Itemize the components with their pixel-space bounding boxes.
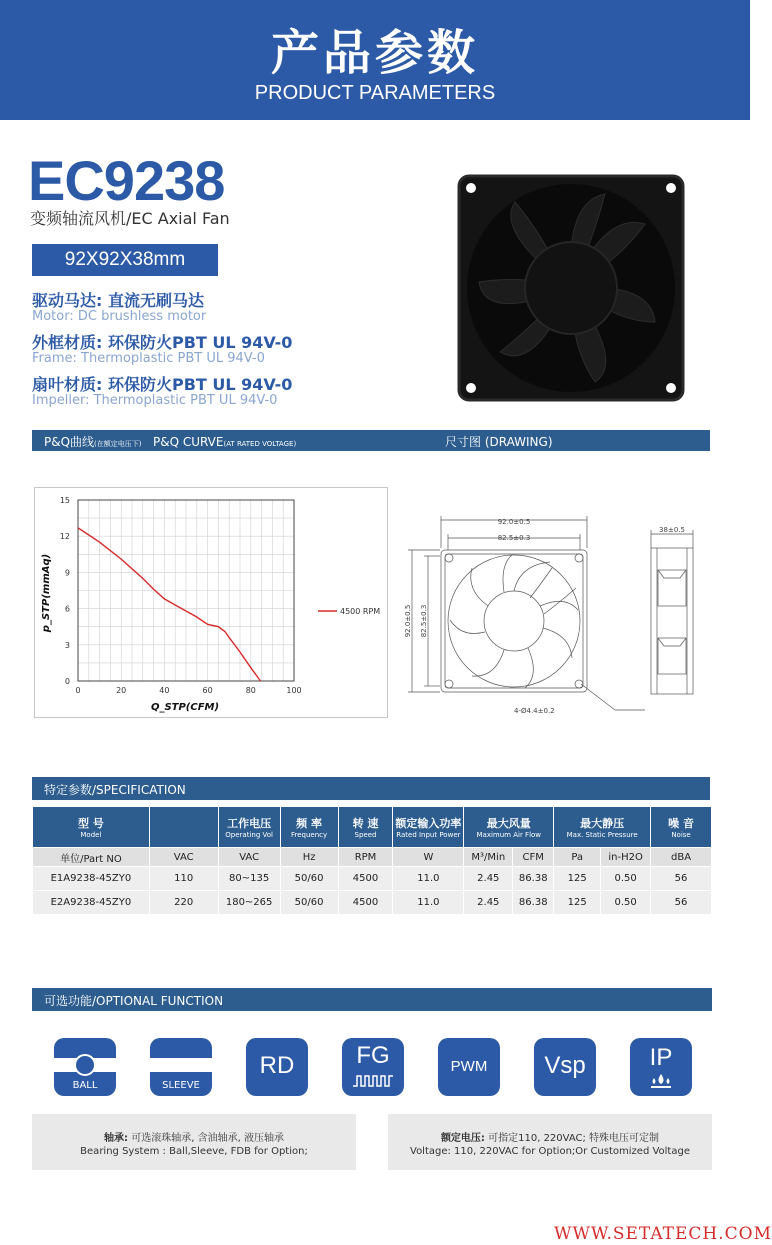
- pq-drawing-bar: [32, 430, 710, 451]
- spec-units-row: [33, 848, 712, 867]
- param-frame-en: Frame: Thermoplastic PBT UL 94V-0: [32, 351, 265, 366]
- x-tick-label: 60: [202, 686, 213, 695]
- x-tick-label: 0: [75, 686, 81, 695]
- bearing-label: 轴承:: [104, 1133, 129, 1144]
- pq-title: [44, 433, 296, 450]
- param-impeller: [32, 372, 292, 408]
- optional-title: 可选功能/OPTIONAL FUNCTION: [44, 994, 224, 1008]
- bearing-text-cn: 可选滚珠轴承, 含油轴承, 液压轴承: [131, 1133, 284, 1144]
- model-name: EC9238: [28, 149, 225, 212]
- header-voltage: 工作电压 Operating Vol: [218, 807, 280, 848]
- bearing-note-box: [32, 1114, 356, 1170]
- header-pressure: 最大静压 Max. Static Pressure: [554, 807, 651, 848]
- cell: 125: [554, 891, 601, 915]
- cell: 2.45: [464, 891, 513, 915]
- optional-bar: [32, 988, 712, 1011]
- cell: 4500: [338, 867, 393, 891]
- cell: 11.0: [393, 891, 464, 915]
- header-power: 额定输入功率 Rated Input Power: [393, 807, 464, 848]
- header-banner: [0, 0, 750, 120]
- y-tick-label: 9: [64, 568, 70, 578]
- dim-inner-height: 82.5±0.3: [420, 604, 428, 638]
- header-blank: [149, 807, 218, 848]
- ball-bearing-icon: BALL: [54, 1038, 116, 1096]
- cell: 110: [149, 867, 218, 891]
- cell: 180~265: [218, 891, 280, 915]
- x-tick-label: 40: [159, 686, 170, 695]
- cell: 0.50: [601, 891, 651, 915]
- param-impeller-en: Impeller: Thermoplastic PBT UL 94V-0: [32, 393, 278, 408]
- spec-header-row: [33, 807, 712, 848]
- param-frame: [32, 330, 292, 366]
- page-title-cn: 产品参数: [270, 25, 479, 81]
- header-airflow: 最大风量 Maximum Air Flow: [464, 807, 554, 848]
- table-row: [33, 867, 712, 891]
- cell-part-no: E2A9238-45ZY0: [33, 891, 150, 915]
- y-tick-label: 3: [64, 640, 70, 650]
- unit-cell: CFM: [513, 848, 554, 867]
- header-model: 型 号 Model: [33, 807, 150, 848]
- spec-table: [32, 806, 712, 915]
- voltage-text-en: Voltage: 110, 220VAC for Option;Or Customized Voltage: [410, 1146, 690, 1157]
- unit-cell: 单位/Part NO: [33, 848, 150, 867]
- unit-cell: RPM: [338, 848, 393, 867]
- cell: 86.38: [513, 867, 554, 891]
- y-tick-label: 6: [64, 604, 70, 614]
- spec-bar: [32, 777, 710, 800]
- header-speed: 转 速 Speed: [338, 807, 393, 848]
- unit-cell: Hz: [280, 848, 338, 867]
- param-frame-cn: 外框材质: 环保防火PBT UL 94V-0: [32, 333, 293, 352]
- unit-cell: VAC: [218, 848, 280, 867]
- series-line-4500rpm: [78, 528, 261, 681]
- dim-holes: 4-Ø4.4±0.2: [514, 707, 555, 715]
- x-tick-label: 20: [116, 686, 127, 695]
- unit-cell: M³/Min: [464, 848, 513, 867]
- y-tick-label: 0: [64, 677, 70, 686]
- pq-title-en: P&Q CURVE: [152, 435, 224, 449]
- dim-depth: 38±0.5: [659, 526, 685, 534]
- cell-part-no: E1A9238-45ZY0: [33, 867, 150, 891]
- x-axis-label: Q_STP(CFM): [150, 702, 220, 713]
- y-tick-label: 12: [59, 532, 70, 542]
- cell: 80~135: [218, 867, 280, 891]
- pq-title-cn-note: (在额定电压下): [94, 440, 142, 448]
- fan-photo: [455, 172, 687, 404]
- table-row: [33, 891, 712, 915]
- cell: 220: [149, 891, 218, 915]
- unit-cell: VAC: [149, 848, 218, 867]
- param-motor-en: Motor: DC brushless motor: [32, 309, 207, 324]
- header-noise: 噪 音 Noise: [651, 807, 712, 848]
- sleeve-bearing-icon: SLEEVE: [150, 1038, 212, 1096]
- page-title-en: PRODUCT PARAMETERS: [254, 82, 496, 104]
- unit-cell: dBA: [651, 848, 712, 867]
- unit-cell: in-H2O: [601, 848, 651, 867]
- ip-icon: IP: [630, 1038, 692, 1096]
- dim-inner-width: 82.5±0.3: [497, 534, 531, 542]
- cell: 50/60: [280, 891, 338, 915]
- dimension-drawing: [400, 510, 720, 720]
- cell: 56: [651, 891, 712, 915]
- pwm-icon: PWM: [438, 1038, 500, 1096]
- size-badge: 92X92X38mm: [32, 244, 218, 276]
- vsp-icon: Vsp: [534, 1038, 596, 1096]
- param-motor-cn: 驱动马达: 直流无刷马达: [32, 291, 204, 310]
- pq-chart: [35, 488, 387, 717]
- cell: 0.50: [601, 867, 651, 891]
- cell: 50/60: [280, 867, 338, 891]
- legend-label: 4500 RPM: [340, 607, 381, 616]
- y-tick-label: 15: [59, 496, 70, 505]
- x-tick-label: 100: [286, 686, 302, 695]
- param-impeller-cn: 扇叶材质: 环保防火PBT UL 94V-0: [32, 375, 293, 394]
- spec-title: 特定参数/SPECIFICATION: [44, 783, 186, 797]
- header-frequency: 频 率 Frequency: [280, 807, 338, 848]
- voltage-label: 额定电压:: [440, 1133, 485, 1144]
- cell: 2.45: [464, 867, 513, 891]
- cell: 4500: [338, 891, 393, 915]
- product-subtitle: 变频轴流风机/EC Axial Fan: [30, 209, 230, 228]
- unit-cell: Pa: [554, 848, 601, 867]
- bearing-text-en: Bearing System : Ball,Sleeve, FDB for Option;: [80, 1146, 308, 1157]
- voltage-note-box: [388, 1114, 712, 1170]
- fg-icon: FG: [342, 1038, 404, 1096]
- unit-cell: W: [393, 848, 464, 867]
- cell: 11.0: [393, 867, 464, 891]
- cell: 125: [554, 867, 601, 891]
- rd-icon: RD: [246, 1038, 308, 1096]
- pq-title-cn: P&Q曲线: [44, 435, 95, 449]
- cell: 56: [651, 867, 712, 891]
- x-tick-label: 80: [245, 686, 256, 695]
- dim-outer-width: 92.0±0.5: [497, 518, 531, 526]
- pq-title-en-note: (AT RATED VOLTAGE): [223, 440, 297, 448]
- param-motor: [32, 288, 206, 324]
- voltage-text-cn: 可指定110, 220VAC; 特殊电压可定制: [488, 1133, 660, 1144]
- pq-chart-frame: [34, 487, 388, 718]
- drawing-title: 尺寸图 (DRAWING): [445, 435, 553, 449]
- y-axis-label: p_STP(mmAq): [41, 553, 52, 633]
- cell: 86.38: [513, 891, 554, 915]
- dim-outer-height: 92.0±0.5: [404, 604, 412, 638]
- footer-website[interactable]: WWW.SETATECH.COM: [554, 1224, 772, 1244]
